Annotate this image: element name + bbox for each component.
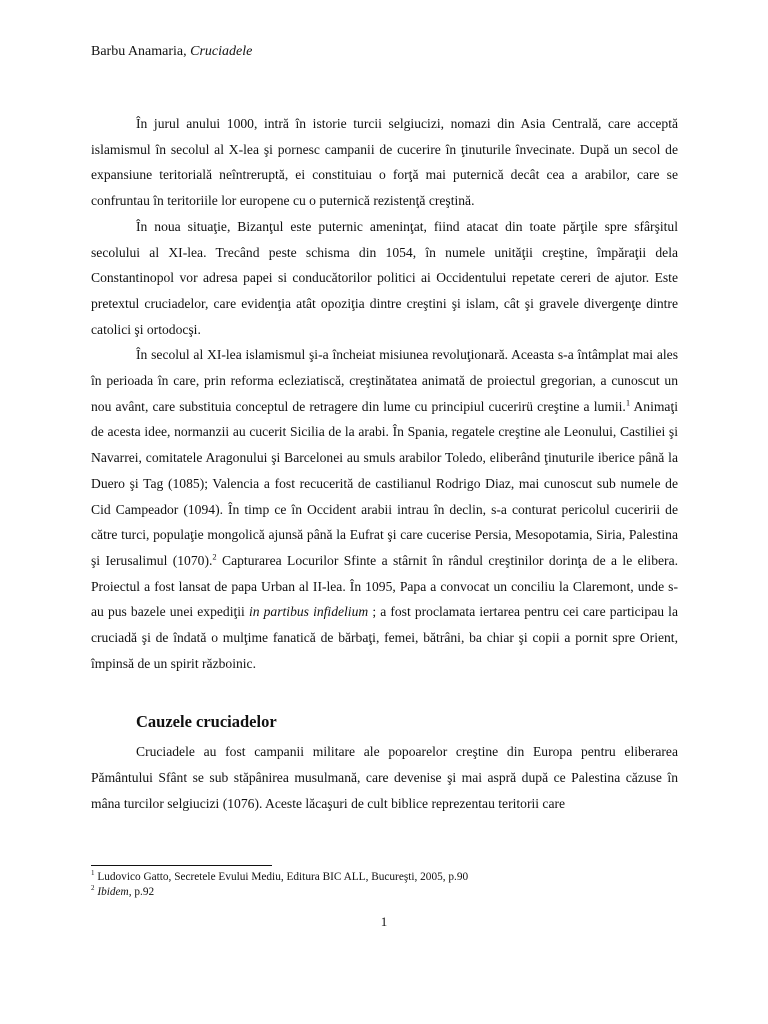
footnote-2 (91, 885, 468, 900)
footnote-2-ibidem: Ibidem, (94, 886, 132, 898)
footnote-1 (91, 870, 468, 885)
latin-phrase: in partibus infidelium (248, 604, 369, 620)
page-number: 1 (380, 914, 388, 929)
paragraph-3-part-c: Capturarea Locurilor Sfinte a stârnit în rândul creştinilor dorinţa de a le elibera. Proiectul a fost lansat de papa Urban al II-lea. În 1095, Papa a convocat un conciliu la Claremont, unde s-au pus bazele unei expediţii (91, 552, 679, 620)
footnote-ref-2[interactable]: 2 (212, 551, 217, 562)
footnote-separator (91, 865, 272, 866)
paragraph-1: În jurul anului 1000, intră în istorie turcii selgiucizi, nomazi din Asia Centrală, care acceptă islamismul în secolul al X-lea şi pornesc campanii de cucerire în ţinuturile învecinate. După un secol de expansiune teritorială neîntreruptă, ei constituiau o forţă mai puternică decât cea a arabilor, care se confruntau în teritoriile lor europene cu o puternică rezistenţă creştină. (91, 116, 678, 209)
paragraph-3-part-a: În secolul al XI-lea islamismul şi-a încheiat misiunea revoluţionară. Aceasta s-a întâmplat mai ales în perioada în care, prin reforma ecleziatiscă, creştinătatea animată de proiectul gregorian, a cunoscut un nou avânt, care substituia conceptul de retragere din lume cu principiul cucerirü creştine a lumii. (91, 347, 678, 414)
header-author: Barbu Anamaria, (91, 44, 191, 59)
paragraph-2: În noua situaţie, Bizanţul este puternic ameninţat, fiind atacat din toate părţile spre sfârşitul secolului al XI-lea. Trecând peste schisma din 1054, în numele unităţii creştine, împăraţii dela Constantinopol vor adresa papei si conducătorilor politici ai Occidentului repetate cereri de ajutor. Este pretextul cruciadelor, care evidenţia atât opoziţia dintre creştini şi islam, cât şi gravele divergenţe dintre catolici şi ortodocşi. (91, 218, 678, 337)
header-title: Cruciadele (190, 44, 253, 59)
paragraph-3-part-d: ; a fost proclamata iertarea pentru cei care participau la cruciadă şi de îndată o mulţime fanatică de bărbaţi, femei, bătrâni, ba chiar şi copii a pornit spre Orient, împinsă de un spirit războinic. (91, 604, 678, 671)
footnote-2-number: 2 (91, 884, 95, 893)
paragraph-4: Cruciadele au fost campanii militare ale popoarelor creştine din Europa pentru eliberarea Pământului Sfânt se sub stăpânirea musulmană, care devenise şi mai aspră după ce Palestina căzuse în mâna turcilor selgiucizi (1076). Aceste lăcaşuri de cult biblice reprezentau teritorii care (91, 744, 678, 811)
footnote-1-text: Ludovico Gatto, Secretele Evului Mediu, Editura BIC ALL, Bucureşti, 2005, p.90 (94, 871, 469, 883)
footnote-2-text: p.92 (131, 886, 155, 898)
footnote-1-number: 1 (91, 869, 95, 878)
document-body (91, 111, 678, 817)
footnotes (91, 870, 468, 900)
running-header (91, 44, 252, 60)
footnote-ref-1[interactable]: 1 (625, 397, 631, 408)
paragraph-3 (91, 342, 678, 676)
section-heading: Cauzele cruciadelor (136, 712, 277, 732)
paragraph-3-part-b: Animaţi de acesta idee, normanzii au cucerit Sicilia de la arabi. În Spania, regatele creştine ale Leonului, Castiliei şi Navarrei, comitatele Aragonului şi Barcelonei au smuls arabilor Toledo, eliberând ţinuturile iberice până la Duero şi Tag (1085); Valencia a fost recucerită de castilianul Rodrigo Diaz, mai cunoscut sub numele de Cid Campeador (1094). În timp ce în Occident arabii intrau în declin, s-a conturat pericolul cuceririi de către turci, populaţie mongolică ajunsă până la Eufrat şi care cucerise Persia, Mesopotamia, Siria, Palestina şi Ierusalimul (1070). (91, 398, 679, 568)
